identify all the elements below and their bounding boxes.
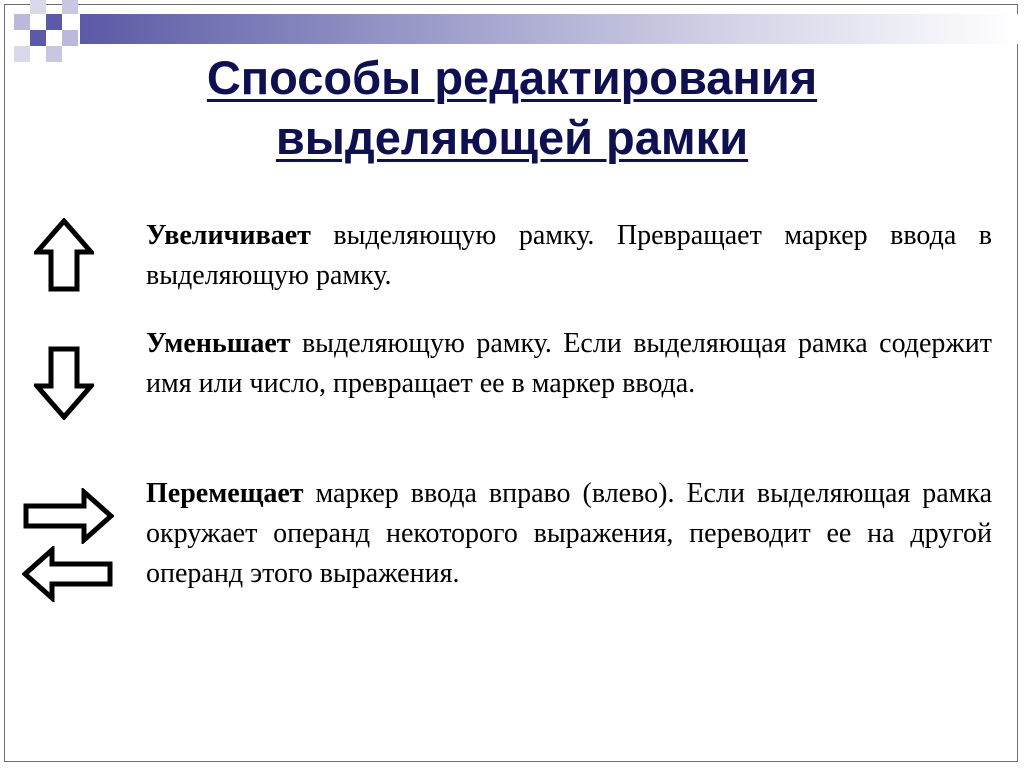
title-line-1: Способы редактирования: [206, 51, 818, 104]
arrow-down-outline-icon: [34, 346, 94, 420]
item-increase-keyword: Увеличивает: [146, 220, 311, 251]
item-increase: [146, 216, 992, 296]
item-decrease-keyword: Уменьшает: [146, 328, 291, 359]
item-increase-text: выделяющую рамку. Превращает маркер ввода в выделяющую рамку.: [146, 220, 992, 291]
arrow-right-outline-icon: [22, 488, 114, 544]
item-decrease-text: выделяющую рамку. Если выделяющая рамка содержит имя или число, превращает ее в маркер ввода.: [146, 328, 992, 399]
title-line-2: выделяющей рамки: [275, 111, 749, 164]
item-decrease: [146, 324, 992, 404]
arrow-left-outline-icon: [22, 546, 114, 602]
arrow-up-outline-icon: [34, 218, 94, 292]
header-gradient-bar: [80, 14, 1018, 44]
slide-title: [0, 48, 1024, 168]
item-move: [146, 474, 992, 594]
item-move-keyword: Перемещает: [146, 478, 304, 509]
item-move-text: маркер ввода вправо (влево). Если выделяющая рамка окружает операнд некоторого выражения, переводит ее на другой операнд этого выражения.: [146, 478, 992, 589]
